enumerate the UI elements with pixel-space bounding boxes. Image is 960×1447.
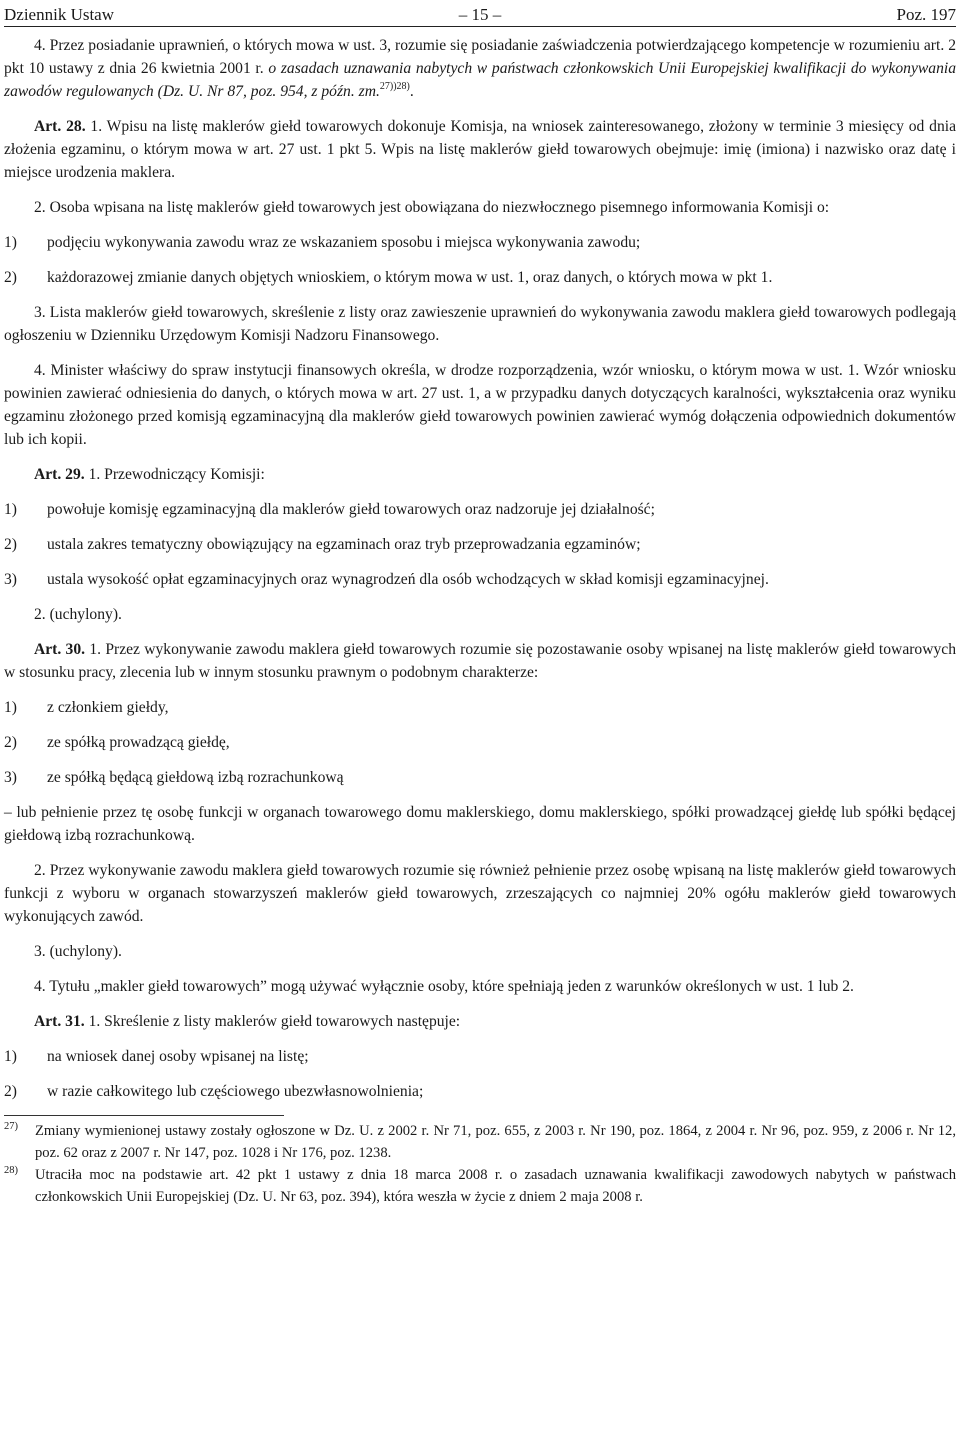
list-item (4, 696, 956, 719)
art28-ust2: 2. Osoba wpisana na listę maklerów giełd towarowych jest obowiązana do niezwłocznego pisemnego informowania Komisji o: (34, 199, 830, 216)
item-number: 2) (4, 1083, 17, 1100)
list-item (4, 498, 956, 521)
item-text: ustala wysokość opłat egzaminacyjnych oraz wynagrodzeń dla osób wchodzących w skład komisji egzaminacyjnej. (47, 571, 769, 588)
art30-ust1 (4, 638, 956, 684)
item-text: w razie całkowitego lub częściowego ubezwłasnowolnienia; (47, 1083, 424, 1100)
list-item (4, 568, 956, 591)
list-item (4, 1045, 956, 1068)
footnote-text: Zmiany wymienionej ustawy zostały ogłoszone w Dz. U. z 2002 r. Nr 71, poz. 655, z 2003 r. Nr 190, poz. 1864, z 2004 r. Nr 96, poz. 959, z 2006 r. Nr 12, poz. 62 oraz z 2007 r. Nr 147, poz. 1028 i Nr 176, poz. 1238. (35, 1123, 956, 1161)
art31-ust1 (4, 1010, 956, 1033)
footnote-ref: 27))28) (379, 80, 410, 92)
footnote-text: Utraciła moc na podstawie art. 42 pkt 1 ustawy z dnia 18 marca 2008 r. o zasadach uznawania kwalifikacji zawodowych nabytych w państwach członkowskich Unii Europejskiej (Dz. U. Nr 63, poz. 394), która weszła w życie z dniem 2 maja 2008 r. (35, 1167, 956, 1205)
position-number: Poz. 197 (896, 5, 956, 24)
article-title: Art. 28. (34, 118, 86, 135)
footnote-number: 27) (4, 1121, 18, 1132)
item-number: 2) (4, 269, 17, 286)
article-text: 1. Przez wykonywanie zawodu maklera giełd towarowych rozumie się pozostawanie osoby wpisanej na listę maklerów giełd towarowych w stosunku pracy, zlecenia lub w innym stosunku prawnym o podobnym charakterze: (4, 641, 956, 681)
item-number: 1) (4, 1048, 17, 1065)
italic-act-title: o zasadach uznawania nabytych w państwach członkowskich Unii Europejskiej kwalifikacji do wykonywania zawodów regulowanych (Dz. U. Nr 87, poz. 954, z późn. zm. (4, 60, 956, 100)
item-text: ze spółką będącą giełdową izbą rozrachunkową (47, 769, 344, 786)
item-text: podjęciu wykonywania zawodu wraz ze wskazaniem sposobu i miejsca wykonywania zawodu; (47, 234, 641, 251)
list-item (4, 731, 956, 754)
art30-tail: – lub pełnienie przez tę osobę funkcji w organach towarowego domu maklerskiego, domu maklerskiego, spółki prowadzącej giełdę lub spółki będącej giełdową izbą rozrachunkową. (4, 804, 956, 844)
article-title: Art. 30. (34, 641, 86, 658)
list-item (4, 266, 956, 289)
item-text: z członkiem giełdy, (47, 699, 169, 716)
item-text: ustala zakres tematyczny obowiązujący na egzaminach oraz tryb przeprowadzania egzaminów; (47, 536, 641, 553)
list-item (4, 533, 956, 556)
article-text: 1. Skreślenie z listy maklerów giełd towarowych następuje: (84, 1013, 461, 1030)
art28-ust1 (4, 115, 956, 184)
item-number: 3) (4, 769, 17, 786)
item-number: 2) (4, 734, 17, 751)
item-number: 2) (4, 536, 17, 553)
footnote (4, 1164, 956, 1208)
item-number: 1) (4, 501, 17, 518)
art28-ust4: 4. Minister właściwy do spraw instytucji finansowych określa, w drodze rozporządzenia, wzór wniosku, o którym mowa w ust. 1. Wzór wniosku powinien zawierać odniesienia do danych, o których mowa w art. 27 ust. 1, a w przypadku danych dotyczących karalności, wykształcenia oraz wyniku egzaminu złożonego przed komisją egzaminacyjną dla maklerów giełd towarowych powinien zawierać wymóg dołączenia odpowiednich dokumentów lub ich kopii. (4, 362, 956, 448)
footnote-number: 28) (4, 1165, 18, 1176)
page-header (4, 0, 956, 26)
item-number: 1) (4, 699, 17, 716)
list-item (4, 1080, 956, 1103)
article-text: 1. Przewodniczący Komisji: (84, 466, 265, 483)
list-item (4, 766, 956, 789)
article-text: 1. Wpisu na listę maklerów giełd towarowych dokonuje Komisja, na wniosek zainteresowanego, złożony w terminie 3 miesięcy od dnia złożenia egzaminu, o którym mowa w art. 27 ust. 1 pkt 5. Wpis na listę maklerów giełd towarowych obejmuje: imię (imiona) i nazwisko oraz datę i miejsce urodzenia maklera. (4, 118, 956, 181)
page-number: – 15 – (458, 5, 502, 24)
article-title: Art. 31. (34, 1013, 85, 1030)
art29-ust2: 2. (uchylony). (34, 606, 122, 623)
art30-ust4: 4. Tytułu „makler giełd towarowych” mogą używać wyłącznie osoby, które spełniają jeden z warunków określonych w ust. 1 lub 2. (34, 978, 854, 995)
item-number: 1) (4, 234, 17, 251)
list-item (4, 231, 956, 254)
item-text: na wniosek danej osoby wpisanej na listę; (47, 1048, 309, 1065)
item-text: ze spółką prowadzącą giełdę, (47, 734, 230, 751)
item-number: 3) (4, 571, 17, 588)
paragraph-ust4-art27 (4, 34, 956, 103)
paragraph-end: . (409, 83, 414, 100)
art28-ust3: 3. Lista maklerów giełd towarowych, skreślenie z listy oraz zawieszenie uprawnień do wykonywania zawodu maklera giełd towarowych podlegają ogłoszeniu w Dzienniku Urzędowym Komisji Nadzoru Finansowego. (4, 304, 956, 344)
header-rule (4, 26, 956, 27)
footnote (4, 1120, 956, 1164)
document-page (4, 0, 956, 1208)
article-title: Art. 29. (34, 466, 85, 483)
paragraph-text: 4. Przez posiadanie uprawnień, o których mowa w ust. 3, rozumie się posiadanie zaświadczenia potwierdzającego kompetencje w rozumieniu art. 2 pkt 10 ustawy z dnia 26 kwietnia 2001 r. (4, 37, 956, 77)
art30-ust3: 3. (uchylony). (34, 943, 122, 960)
item-text: każdorazowej zmianie danych objętych wnioskiem, o którym mowa w ust. 1, oraz danych, o których mowa w pkt 1. (47, 269, 773, 286)
art29-ust1 (4, 463, 956, 486)
journal-title: Dziennik Ustaw (4, 5, 115, 24)
art30-ust2: 2. Przez wykonywanie zawodu maklera giełd towarowych rozumie się również pełnienie przez osobę wpisaną na listę maklerów giełd towarowych funkcji z wyboru w organach stowarzyszeń maklerów giełd towarowych, zrzeszających co najmniej 20% ogółu maklerów giełd towarowych wykonujących zawód. (4, 862, 956, 925)
item-text: powołuje komisję egzaminacyjną dla maklerów giełd towarowych oraz nadzoruje jej działalność; (47, 501, 655, 518)
footnote-rule (4, 1115, 284, 1116)
